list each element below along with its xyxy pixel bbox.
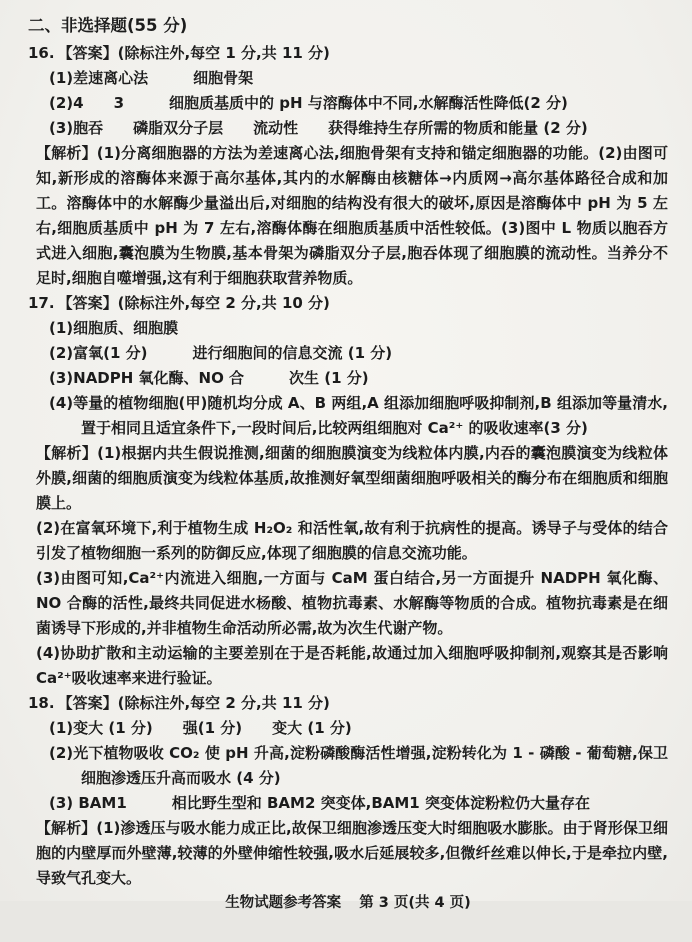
answer-label: 【答案】 — [57, 294, 118, 312]
analysis-paragraph: 【解析】(1)渗透压与吸水能力成正比,故保卫细胞渗透压变大时细胞吸水膨胀。由于肾形保卫细胞的内壁厚而外壁薄,较薄的外壁伸缩性较强,吸水后延展较多,但微纤丝难以伸长,于是牵拉内壁,导致气孔变大。 — [36, 819, 668, 887]
question-17-header — [28, 291, 668, 316]
answer-label: 【答案】 — [57, 44, 118, 62]
answer-note: (除标注外,每空 2 分,共 11 分) — [117, 694, 330, 712]
question-17-block — [28, 291, 668, 691]
answer-item: (2)光下植物吸收 CO₂ 使 pH 升高,淀粉磷酸酶活性增强,淀粉转化为 1 - 磷酸 - 葡萄糖,保卫细胞渗透压升高而吸水 (4 分) — [49, 744, 668, 787]
question-18-block — [28, 691, 668, 891]
question-number: 16. — [28, 44, 55, 62]
answer-item: (4)等量的植物细胞(甲)随机均分成 A、B 两组,A 组添加细胞呼吸抑制剂,B 组添加等量清水,置于相同且适宜条件下,一段时间后,比较两组细胞对 Ca²⁺ 的吸收速率(3 分) — [49, 394, 668, 437]
question-18-header — [28, 691, 668, 716]
answer-note: (除标注外,每空 1 分,共 11 分) — [117, 44, 330, 62]
analysis-paragraph: (4)协助扩散和主动运输的主要差别在于是否耗能,故通过加入细胞呼吸抑制剂,观察其是否影响 Ca²⁺吸收速率来进行验证。 — [36, 644, 668, 687]
analysis-paragraph: 【解析】(1)分离细胞器的方法为差速离心法,细胞骨架有支持和锚定细胞器的功能。(2)由图可知,新形成的溶酶体来源于高尔基体,其内的水解酶由核糖体→内质网→高尔基体路径合成和加工。溶酶体中的水解酶少量溢出后,对细胞的结构没有很大的破坏,原因是溶酶体中 pH 为 5 左右,细胞质基质中 pH 为 7 左右,溶酶体酶在细胞质基质中活性较低。(3)图中 L 物质以胞吞方式进入细胞,囊泡膜为生物膜,基本骨架为磷脂双分子层,胞吞体现了细胞膜的流动性。当养分不足时,细胞自噬增强,这有利于细胞获取营养物质。 — [36, 144, 668, 287]
analysis-paragraph: (3)由图可知,Ca²⁺内流进入细胞,一方面与 CaM 蛋白结合,另一方面提升 NADPH 氧化酶、NO 合酶的活性,最终共同促进水杨酸、植物抗毒素、水解酶等物质的合成。植物抗毒素是在细菌诱导下形成的,并非植物生命活动所必需,故为次生代谢产物。 — [36, 569, 668, 637]
section-heading: 二、非选择题(55 分) — [28, 16, 188, 35]
answer-item: (2)4 3 细胞质基质中的 pH 与溶酶体中不同,水解酶活性降低(2 分) — [49, 94, 568, 112]
question-16-header — [28, 41, 668, 66]
answer-item: (3)胞吞 磷脂双分子层 流动性 获得维持生存所需的物质和能量 (2 分) — [49, 119, 588, 137]
answer-item: (2)富氧(1 分) 进行细胞间的信息交流 (1 分) — [49, 344, 393, 362]
footer-title: 生物试题参考答案 — [225, 895, 342, 911]
answer-item: (3)NADPH 氧化酶、NO 合 次生 (1 分) — [49, 369, 369, 387]
analysis-paragraph: (2)在富氧环境下,利于植物生成 H₂O₂ 和活性氧,故有利于抗病性的提高。诱导子与受体的结合引发了植物细胞一系列的防御反应,体现了细胞膜的信息交流功能。 — [36, 519, 668, 562]
question-16-block — [28, 41, 668, 291]
answer-label: 【答案】 — [57, 694, 118, 712]
footer-page-number: 第 3 页(共 4 页) — [359, 895, 471, 911]
answer-item: (1)细胞质、细胞膜 — [49, 319, 179, 337]
analysis-paragraph: 【解析】(1)根据内共生假说推测,细菌的细胞膜演变为线粒体内膜,内吞的囊泡膜演变为线粒体外膜,细菌的细胞质演变为线粒体基质,故推测好氧型细菌细胞呼吸相关的酶分布在细胞质和细胞膜上。 — [36, 444, 668, 512]
answer-item: (1)变大 (1 分) 强(1 分) 变大 (1 分) — [49, 719, 352, 737]
answer-item: (1)差速离心法 细胞骨架 — [49, 69, 254, 87]
question-number: 18. — [28, 694, 55, 712]
page-footer — [28, 891, 668, 942]
answer-note: (除标注外,每空 2 分,共 10 分) — [117, 294, 330, 312]
question-number: 17. — [28, 294, 55, 312]
answer-item: (3) BAM1 相比野生型和 BAM2 突变体,BAM1 突变体淀粉粒仍大量存在 — [49, 794, 590, 812]
